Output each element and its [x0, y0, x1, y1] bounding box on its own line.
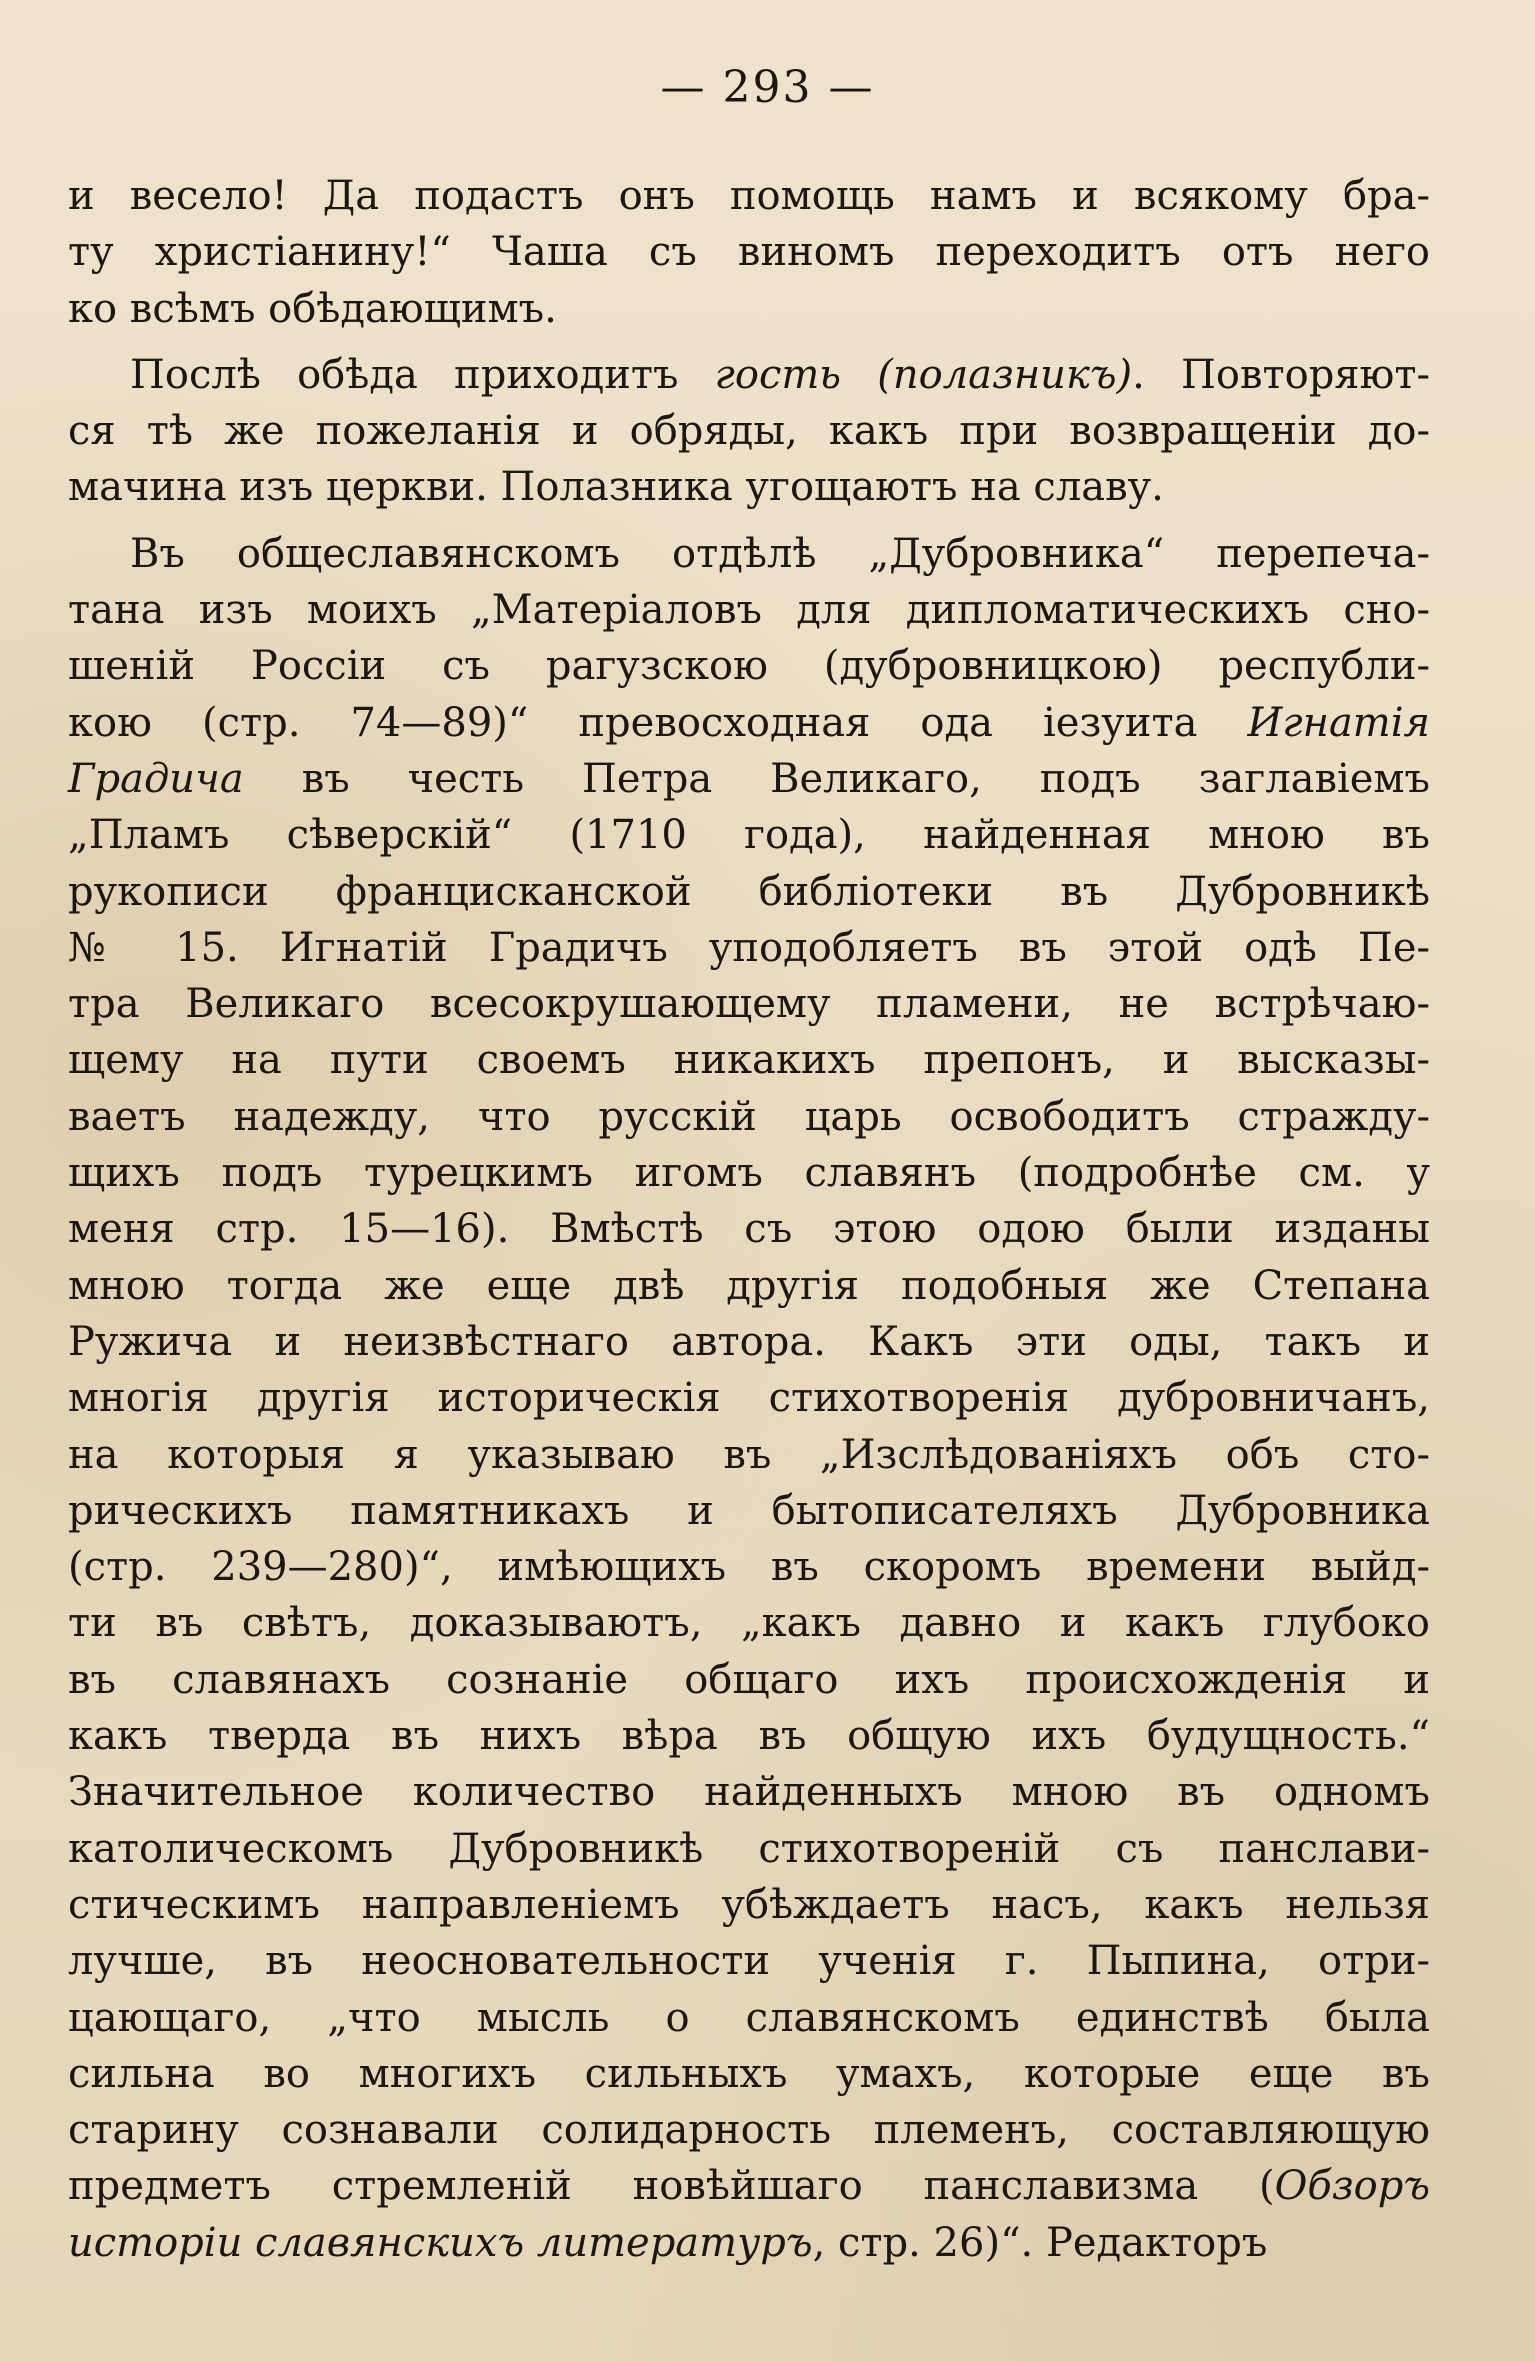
text-line [68, 1708, 1430, 1764]
text-span: меня стр. 15—16). Вмѣстѣ съ этою одою были изданы [68, 1206, 1430, 1253]
text-span: № 15. Игнатій Градичъ уподобляетъ въ этой одѣ Пе- [68, 924, 1430, 971]
text-span: ти въ свѣтъ, доказываютъ, „какъ давно и какъ глубоко [68, 1600, 1430, 1647]
text-span: ся тѣ же пожеланія и обряды, какъ при возвращеніи до- [68, 408, 1430, 455]
text-span: мною тогда же еще двѣ другія подобныя же Степана [68, 1262, 1430, 1309]
text-line [68, 526, 1430, 582]
text-span: тра Великаго всесокрушающему пламени, не встрѣчаю- [68, 981, 1430, 1028]
text-line [68, 224, 1430, 280]
text-span: щему на пути своемъ никакихъ препонъ, и высказы- [68, 1037, 1430, 1084]
text-span: въ славянахъ сознаніе общаго ихъ происхожденія и [68, 1656, 1430, 1703]
text-line [68, 920, 1430, 976]
text-line [68, 582, 1430, 638]
text-line [68, 347, 1430, 403]
text-line [68, 2102, 1430, 2158]
text-line [68, 807, 1430, 863]
italic-text: исторіи славянскихъ литературъ [68, 2219, 813, 2266]
text-line [68, 281, 1430, 337]
text-span: лучше, въ неосновательности ученія г. Пыпина, отри- [68, 1938, 1430, 1985]
text-span: католическомъ Дубровникѣ стихотвореній съ панслави- [68, 1825, 1430, 1872]
italic-text: Обзоръ [1274, 2163, 1430, 2210]
text-line [68, 1427, 1430, 1483]
text-span: Послѣ обѣда приходитъ [130, 351, 715, 398]
text-span: на которыя я указываю въ „Изслѣдованіяхъ объ сто- [68, 1431, 1430, 1478]
italic-text: гость (полазникъ) [714, 351, 1133, 398]
text-span: какъ тверда въ нихъ вѣра въ общую ихъ будущность.“ [68, 1713, 1430, 1760]
text-line [68, 1652, 1430, 1708]
italic-text: Градича [68, 755, 244, 802]
text-line [68, 1145, 1430, 1201]
text-span: цающаго, „что мысль о славянскомъ единствѣ была [68, 1994, 1430, 2041]
paragraph [68, 516, 1430, 2271]
text-span: и весело! Да подастъ онъ помощь намъ и всякому бра- [68, 173, 1430, 219]
text-span: ваетъ надежду, что русскій царь освободитъ стражду- [68, 1093, 1430, 1140]
paragraph [68, 168, 1430, 337]
page-number: — 293 — [660, 62, 875, 113]
text-line [68, 1089, 1430, 1145]
text-span: кою (стр. 74—89)“ превосходная ода іезуита [68, 699, 1248, 746]
text-line [68, 1483, 1430, 1539]
text-line [68, 403, 1430, 459]
text-line [68, 695, 1430, 751]
text-line [68, 459, 1430, 515]
text-span: шеній Россіи съ рагузскою (дубровницкою) республи- [68, 643, 1430, 690]
paragraph [68, 337, 1430, 516]
paragraph-gap [68, 516, 1430, 526]
text-line [68, 1370, 1430, 1426]
text-span: ту христіанину!“ Чаша съ виномъ переходитъ отъ него [68, 229, 1430, 276]
text-line [68, 751, 1430, 807]
text-span: Въ общеславянскомъ отдѣлѣ „Дубровника“ перепеча- [130, 530, 1430, 577]
text-line [68, 1821, 1430, 1877]
text-line [68, 976, 1430, 1032]
text-span: рукописи францисканской библіотеки въ Дубровникѣ [68, 868, 1430, 915]
text-line [68, 2158, 1430, 2214]
text-line [68, 1314, 1430, 1370]
text-line [68, 864, 1430, 920]
text-line [68, 1032, 1430, 1088]
text-span: тана изъ моихъ „Матеріаловъ для дипломатическихъ сно- [68, 587, 1430, 634]
paragraph-gap [68, 337, 1430, 347]
text-span: рическихъ памятникахъ и бытописателяхъ Дубровника [68, 1487, 1430, 1534]
text-line [68, 1595, 1430, 1651]
text-line [68, 1877, 1430, 1933]
text-span: стическимъ направленіемъ убѣждаетъ насъ, какъ нельзя [68, 1881, 1430, 1928]
text-line [68, 638, 1430, 694]
text-span: , стр. 26)“. Редакторъ [812, 2219, 1268, 2266]
text-span: мачина изъ церкви. Полазника угощаютъ на славу. [68, 464, 1164, 511]
text-span: (стр. 239—280)“, имѣющихъ въ скоромъ времени выйд- [68, 1544, 1430, 1591]
text-line [68, 1990, 1430, 2046]
text-line [68, 1201, 1430, 1257]
text-span: „Пламъ сѣверскій“ (1710 года), найденная мною въ [68, 812, 1430, 859]
text-line [68, 1764, 1430, 1820]
text-span: въ честь Петра Великаго, подъ заглавіемъ [243, 755, 1430, 802]
text-span: предметъ стремленій новѣйшаго панславизма ( [68, 2163, 1275, 2210]
text-line [68, 1933, 1430, 1989]
text-span: Ружича и неизвѣстнаго автора. Какъ эти оды, такъ и [68, 1318, 1430, 1365]
text-span: . Повторяют- [1132, 351, 1430, 398]
text-line [68, 2046, 1430, 2102]
italic-text: Игнатія [1247, 699, 1430, 746]
text-span: ко всѣмъ обѣдающимъ. [68, 285, 557, 332]
body-text [68, 168, 1430, 2271]
text-line [68, 2215, 1430, 2271]
text-line [68, 1539, 1430, 1595]
text-span: старину сознавали солидарность племенъ, составляющую [68, 2107, 1430, 2154]
text-line [68, 168, 1430, 224]
text-span: многія другія историческія стихотворенія дубровничанъ, [68, 1375, 1430, 1422]
text-span: сильна во многихъ сильныхъ умахъ, которые еще въ [68, 2050, 1430, 2097]
text-span: Значительное количество найденныхъ мною въ одномъ [68, 1769, 1430, 1816]
text-line [68, 1258, 1430, 1314]
text-span: щихъ подъ турецкимъ игомъ славянъ (подробнѣе см. у [68, 1150, 1430, 1197]
